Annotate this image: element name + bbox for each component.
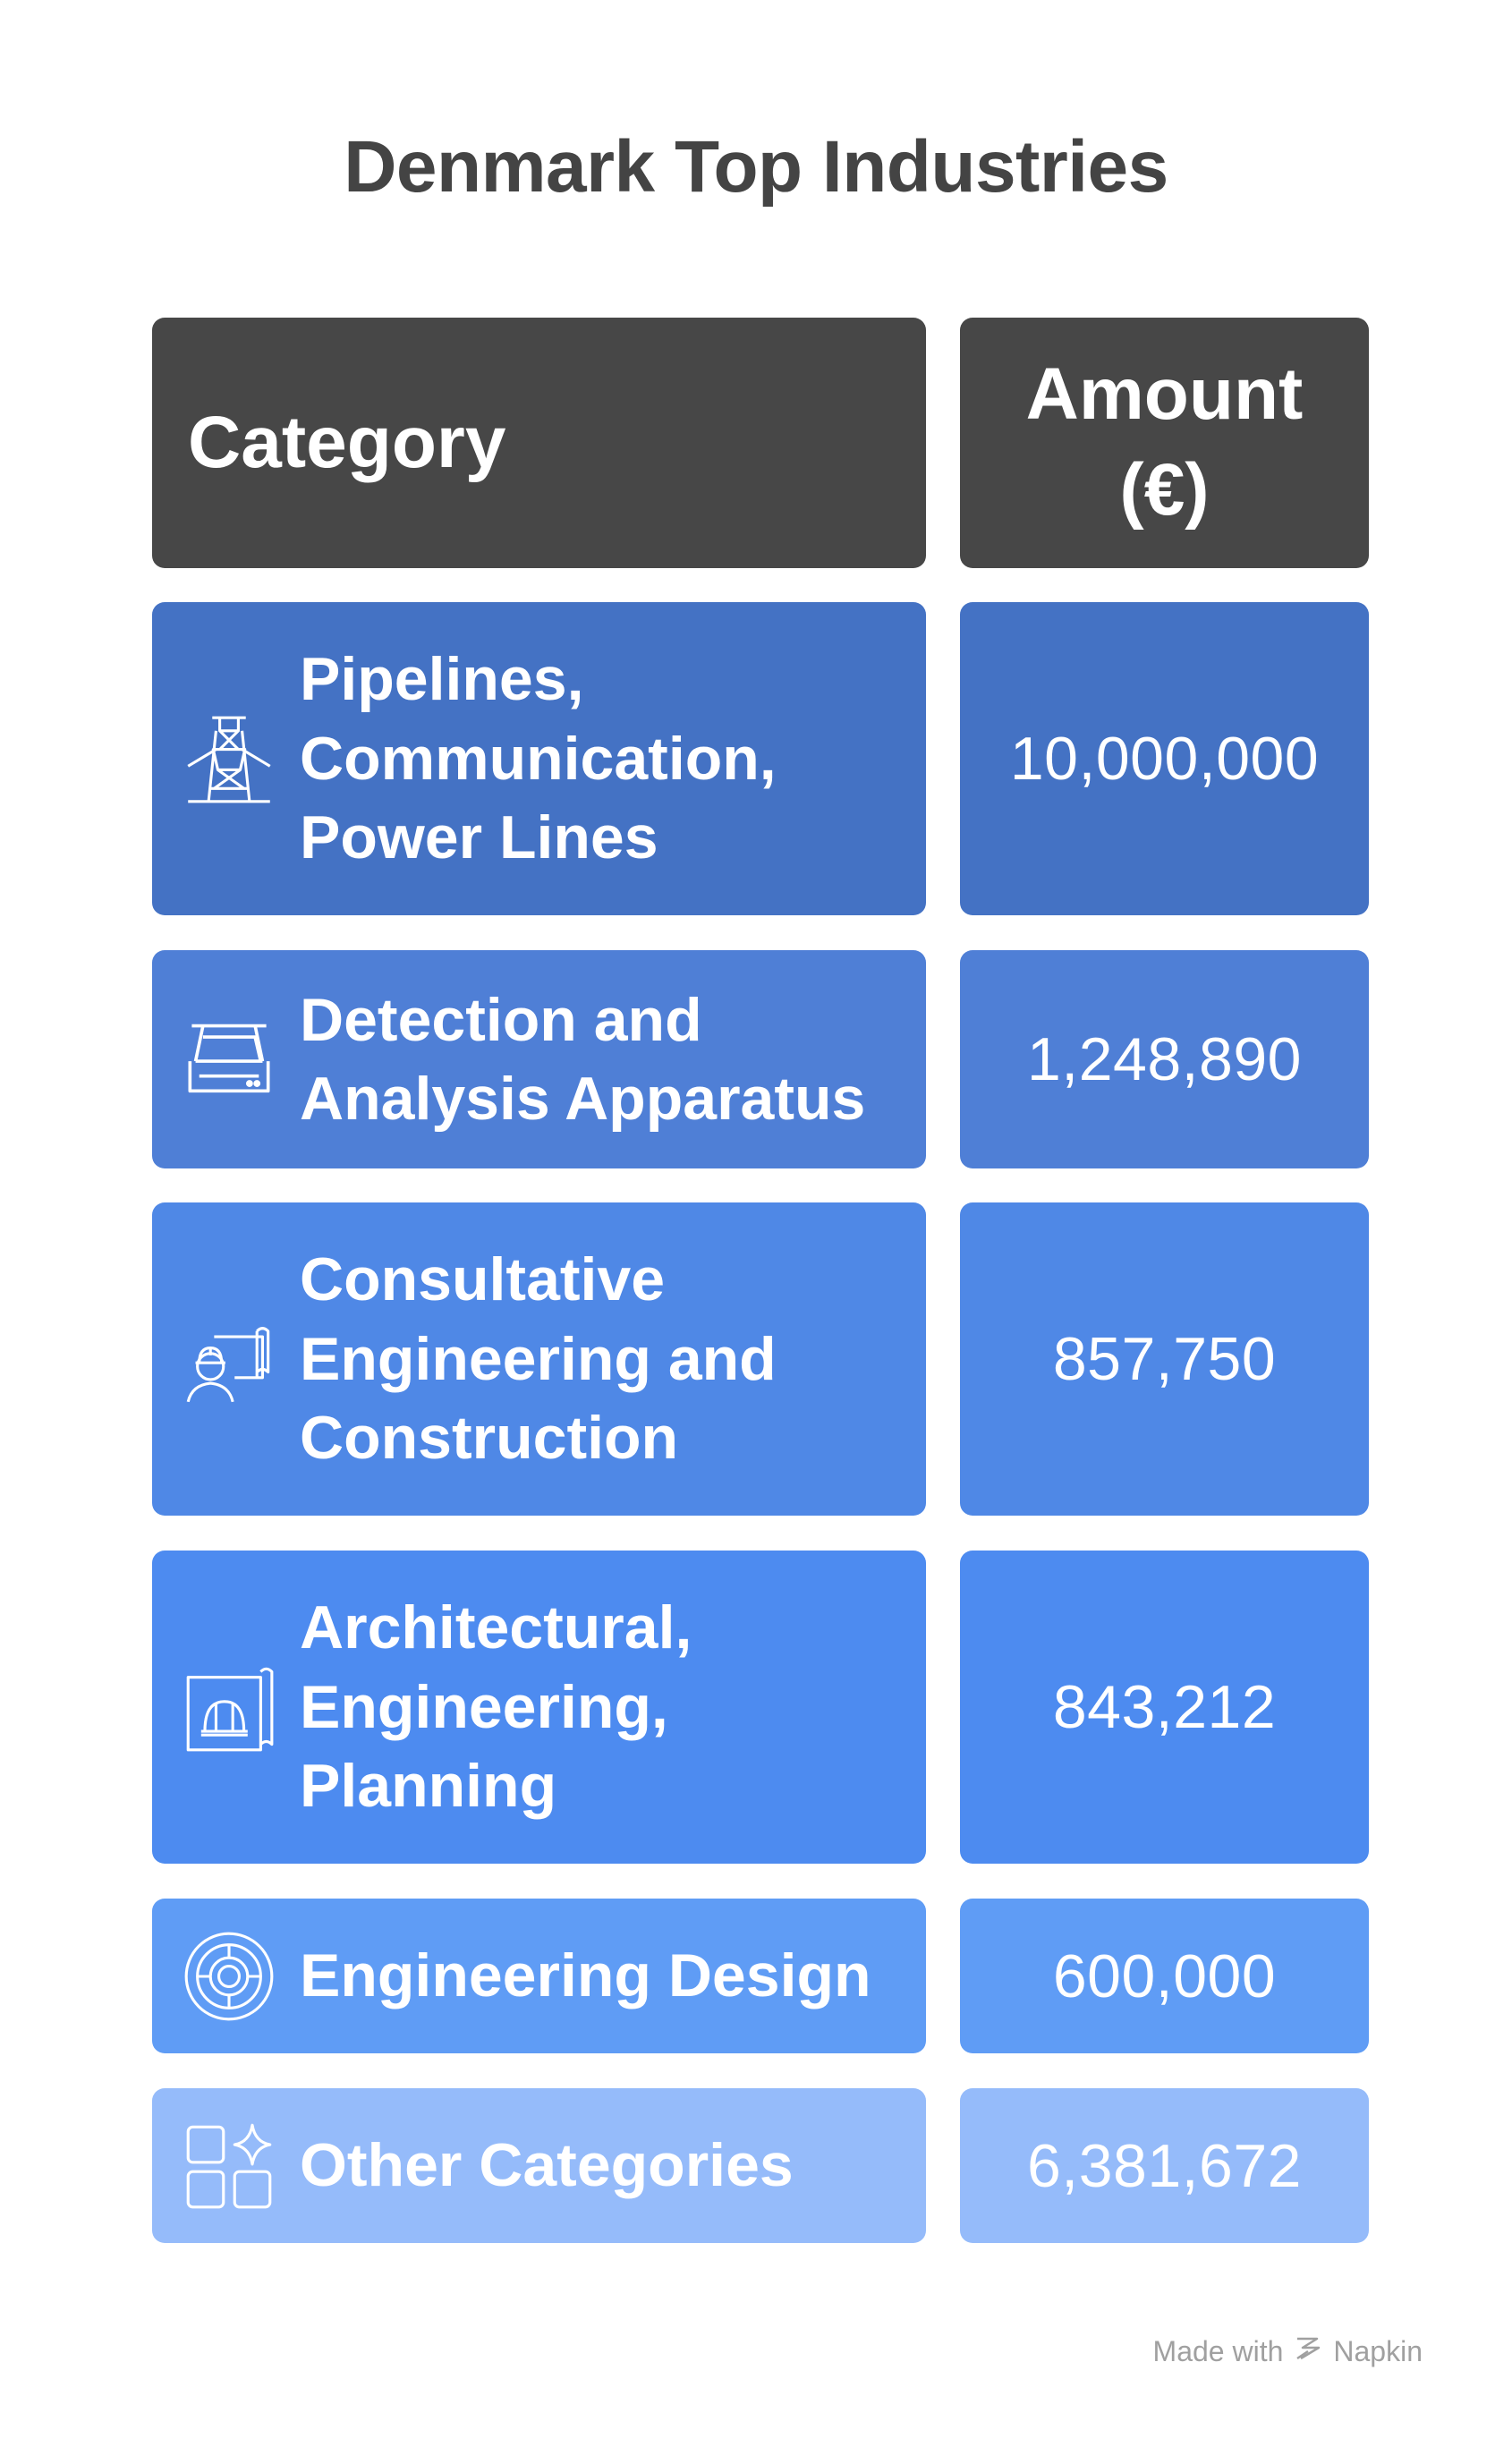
engineer-icon <box>183 1313 276 1406</box>
row-amount-cell <box>960 1551 1369 1864</box>
row-amount-cell <box>960 602 1369 915</box>
row-category-cell <box>152 950 926 1168</box>
row-category-cell <box>152 1551 926 1864</box>
row-amount-cell <box>960 2088 1369 2243</box>
grid-sparkle-icon <box>183 2120 276 2213</box>
row-amount-value: 6,381,672 <box>1026 2131 1302 2200</box>
chart-title: Denmark Top Industries <box>344 126 1168 208</box>
row-amount-value: 10,000,000 <box>1009 725 1320 793</box>
made-with-label: Made with <box>1152 2334 1284 2367</box>
row-amount-value: 1,248,890 <box>1026 1025 1302 1093</box>
blueprint-icon <box>183 1661 276 1754</box>
napkin-brand-label: Napkin <box>1333 2334 1423 2367</box>
row-amount-value: 843,212 <box>1052 1673 1277 1741</box>
power-tower-icon <box>183 712 276 805</box>
row-category-cell <box>152 2088 926 2243</box>
made-with-napkin-credit <box>1153 2333 1423 2369</box>
gear-target-icon <box>183 1930 276 2023</box>
row-category-cell <box>152 602 926 915</box>
scanner-icon <box>183 1013 276 1106</box>
row-amount-cell <box>960 1202 1369 1516</box>
row-category-label: Consultative Engineering and Construction <box>300 1245 777 1473</box>
row-amount-cell <box>960 1899 1369 2053</box>
row-amount-cell <box>960 950 1369 1168</box>
row-category-label: Pipelines, Communication, Power Lines <box>300 645 777 872</box>
row-category-label: Other Categories <box>300 2131 794 2200</box>
row-amount-value: 600,000 <box>1052 1941 1277 2010</box>
row-category-label: Detection and Analysis Apparatus <box>300 985 866 1133</box>
row-category-label: Architectural, Engineering, Planning <box>300 1593 692 1821</box>
row-amount-value: 857,750 <box>1052 1325 1277 1393</box>
row-category-cell <box>152 1202 926 1516</box>
row-category-label: Engineering Design <box>300 1941 871 2010</box>
header-category: Category <box>152 318 926 568</box>
header-amount: Amount (€) <box>960 318 1369 568</box>
napkin-logo-icon <box>1294 2333 1322 2369</box>
row-category-cell <box>152 1899 926 2053</box>
